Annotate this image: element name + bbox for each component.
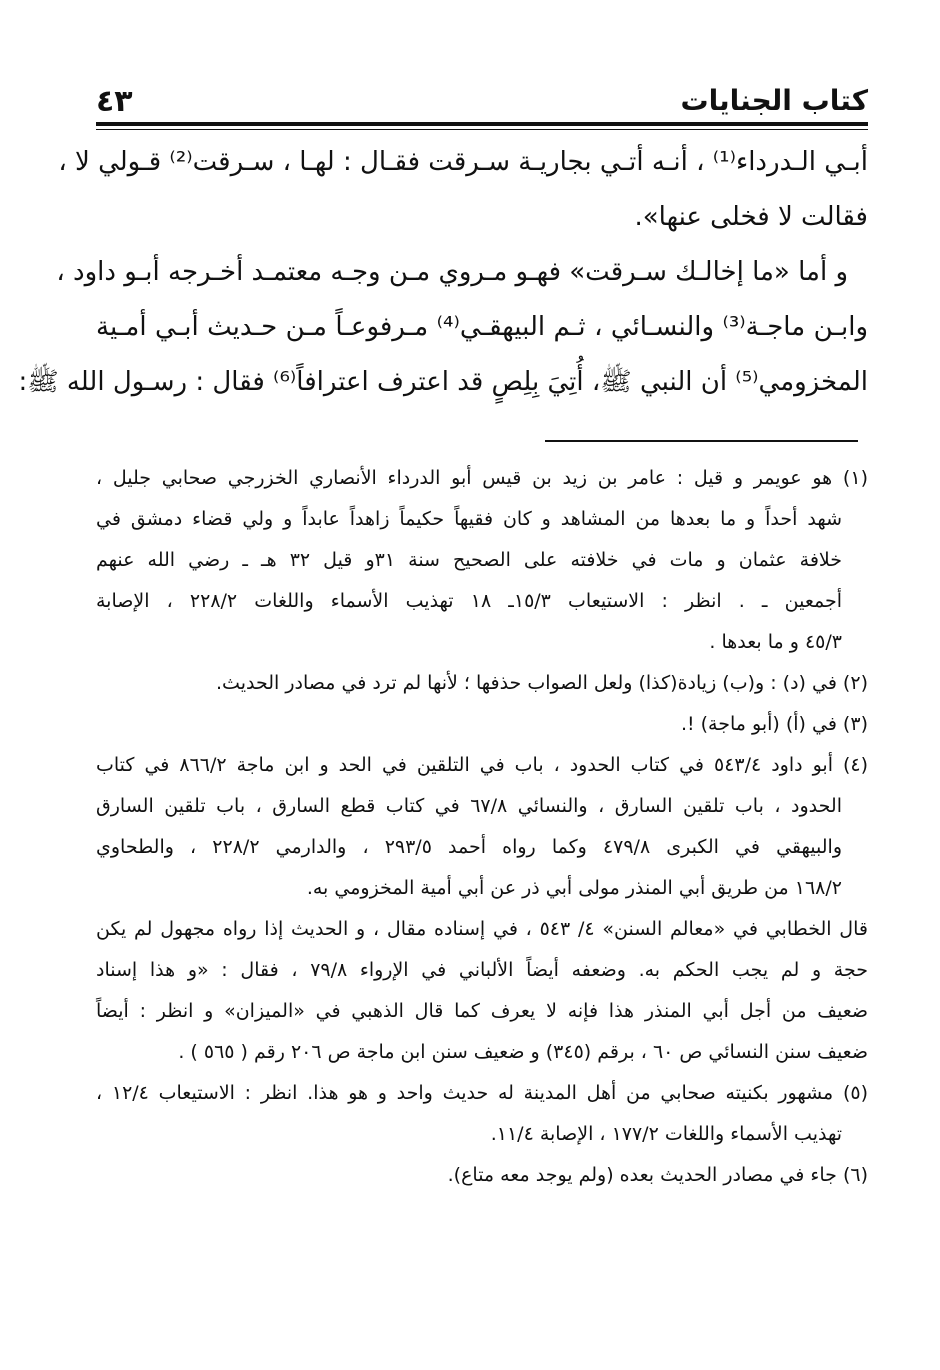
main-line: المخزومي⁽⁵⁾ أن النبي ﷺ، أُتِيَ بِلِصٍ قد اعترف اعترافاً⁽⁶⁾ فقال : رسـول الله ﷺ: [18, 367, 868, 397]
footnote-line: قال الخطابي في «معالم السنن» ٤/ ٥٤٣ ، في إسناده مقال ، و الحديث إذا رواه مجهول لم يكن [96, 918, 868, 940]
header-rule-thick [96, 122, 868, 126]
footnote-line: (٥) مشهور بكنيته صحابي من أهل المدينة له حديث واحد و هو هذا. انظر : الاستيعاب ١٢/٤ ، [96, 1082, 868, 1104]
footnote-line: (٦) جاء في مصادر الحديث بعده (ولم يوجد معه متاع). [447, 1164, 868, 1186]
main-line: وابـن ماجـة⁽³⁾ والنسـائي ، ثـم البيهقـي⁽⁴⁾ مـرفوعـاً مـن حـديث أبـي أمـية [96, 312, 868, 342]
footnote-line: والبيهقي في الكبرى ٤٧٩/٨ وكما رواه أحمد ٢٩٣/٥ ، والدارمي ٢٢٨/٢ ، والطحاوي [96, 836, 842, 858]
header-rule-thin [96, 129, 868, 130]
footnote-line: شهد أحداً و ما بعدها من المشاهد و كان فقيهاً حكيماً زاهداً عابداً و ولي قضاء دمشق في [96, 508, 842, 530]
footnote-separator [545, 440, 858, 442]
main-text [18, 135, 868, 410]
main-line: أبـي الـدرداء⁽¹⁾ ، أنـه أتـي بجاريـة سـرقت فقـال : لهـا ، سـرقت⁽²⁾ قـولي لا ، [58, 147, 868, 177]
main-line: و أما «ما إخالـك سـرقت» فهـو مـروي مـن وجـه معتمـد أخـرجه أبـو داود ، [56, 257, 848, 287]
footnote-line: ضعيف من أجل أبي المنذر هذا فإنه لا يعرف كما قال الذهبي في «الميزان» و انظر : أيضاً [96, 1000, 868, 1022]
footnote-line: تهذيب الأسماء واللغات ١٧٧/٢ ، الإصابة ١١/٤. [490, 1123, 842, 1145]
footnotes [96, 458, 868, 1196]
chapter-title: كتاب الجنايات [680, 84, 868, 117]
footnote-line: حجة و لم يجب الحكم به. وضعفه أيضاً الألباني في الإرواء ٧٩/٨ ، فقال : «و هذا إسناد [96, 959, 869, 981]
footnote-line: الحدود ، باب تلقين السارق ، والنسائي ٦٧/٨ في كتاب قطع السارق ، باب تلقين السارق [96, 795, 842, 817]
main-line: فقالت لا فخلى عنها». [634, 202, 868, 232]
page-header [96, 78, 868, 122]
footnote-line: ٤٥/٣ و ما بعدها . [709, 631, 842, 653]
footnote-line: (٤) أبو داود ٥٤٣/٤ في كتاب الحدود ، باب في التلقين في الحد و ابن ماجة ٨٦٦/٢ في كتاب [96, 754, 869, 776]
footnote-line: أجمعين ـ . انظر : الاستيعاب ١٥/٣ـ ١٨ تهذيب الأسماء واللغات ٢٢٨/٢ ، الإصابة [96, 590, 842, 612]
footnote-line: (١) هو عويمر و قيل : عامر بن زيد بن قيس أبو الدرداء الأنصاري الخزرجي صحابي جليل ، [96, 467, 868, 489]
page-number: ٤٣ [96, 84, 133, 119]
footnote-line: ضعيف سنن النسائي ص ٦٠ ، برقم (٣٤٥) و ضعيف سنن ابن ماجة ص ٢٠٦ رقم ( ٥٦٥ ) . [178, 1041, 868, 1063]
footnote-line: خلافة عثمان و مات في خلافته على الصحيح سنة ٣١و قيل ٣٢ هـ ـ رضي الله عنهم [96, 549, 842, 571]
footnote-line: ١٦٨/٢ من طريق أبي المنذر مولى أبي ذر عن أبي أمية المخزومي به. [306, 877, 842, 899]
footnote-line: (٣) في (أ) (أبو ماجة) !. [680, 713, 868, 735]
footnote-line: (٢) في (د) : و(ب) زيادة(كذا) ولعل الصواب حذفها ؛ لأنها لم ترد في مصادر الحديث. [216, 672, 868, 694]
